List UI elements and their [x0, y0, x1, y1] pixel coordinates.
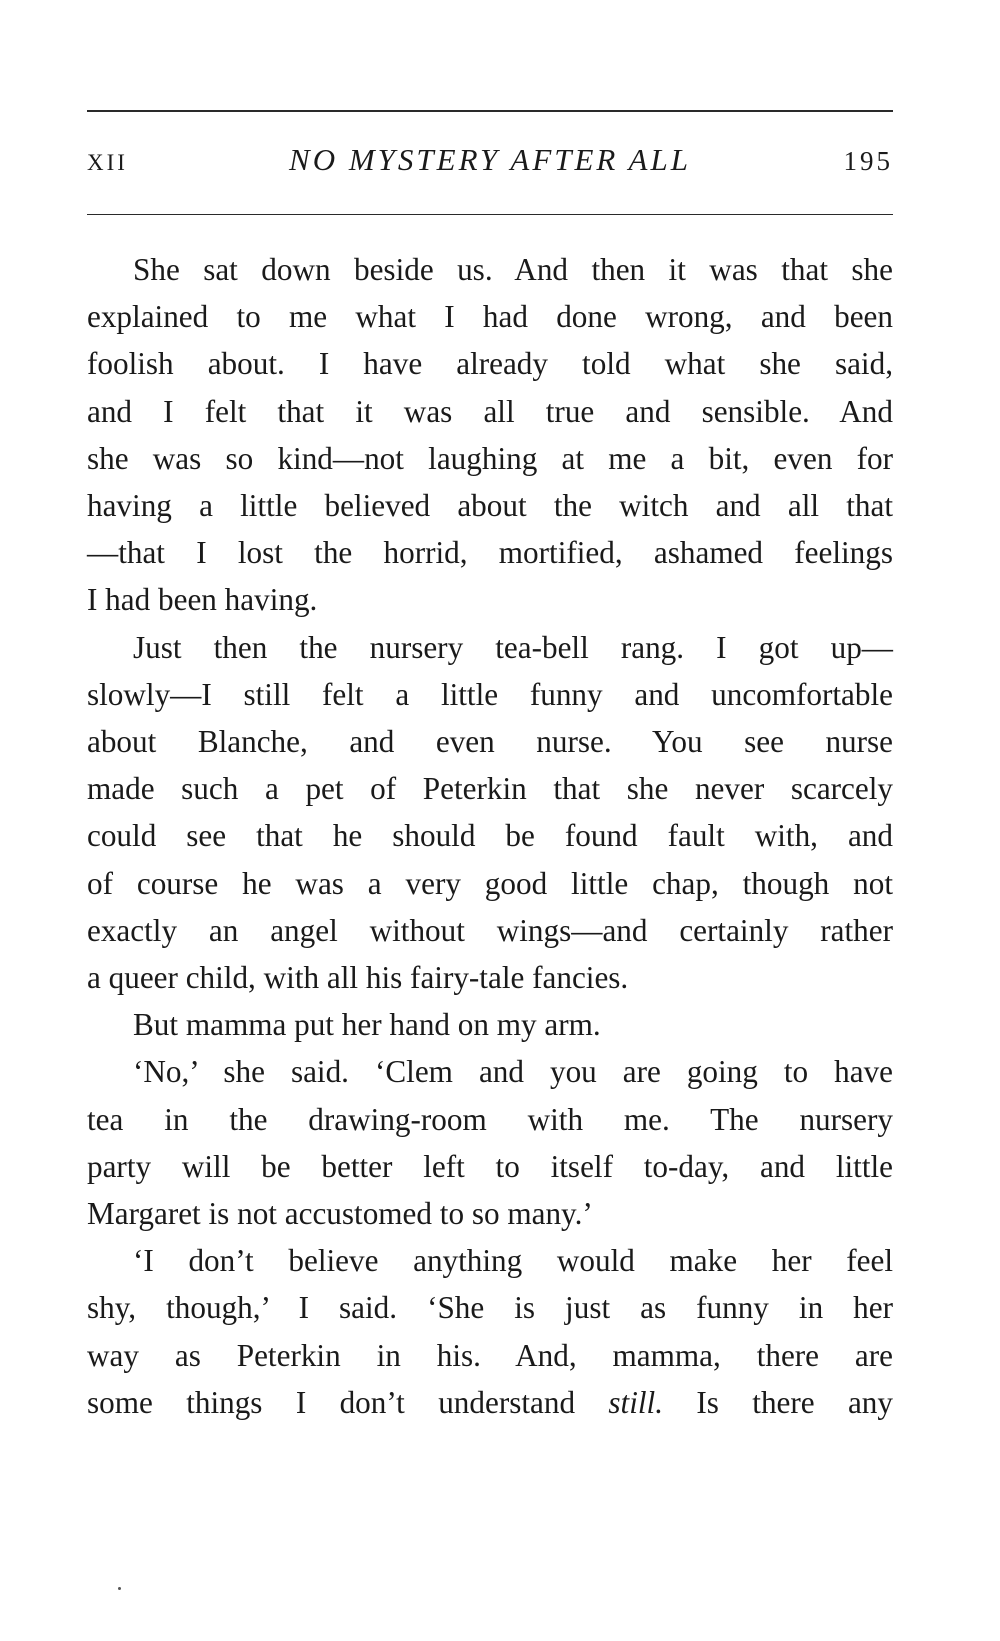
text-line: I had been having. [87, 582, 318, 618]
text-line: made such a pet of Peterkin that she never scarcely [87, 771, 893, 807]
text-line: and I felt that it was all true and sensible. And [87, 393, 893, 429]
text-line: foolish about. I have already told what she said, [87, 346, 893, 382]
text-line: tea in the drawing-room with me. The nursery [87, 1101, 893, 1137]
body-text [87, 246, 893, 1426]
text-line: ‘I don’t believe anything would make her feel [133, 1243, 893, 1279]
text-line: Just then the nursery tea-bell rang. I got up— [133, 629, 893, 665]
text-segment: Is there any [663, 1384, 893, 1420]
text-line: explained to me what I had done wrong, and been [87, 299, 893, 335]
text-line: shy, though,’ I said. ‘She is just as funny in her [87, 1290, 893, 1326]
text-line: —that I lost the horrid, mortified, ashamed feelings [87, 535, 893, 571]
running-title: NO MYSTERY AFTER ALL [289, 142, 691, 177]
text-line: But mamma put her hand on my arm. [133, 1007, 601, 1043]
text-line: ‘No,’ she said. ‘Clem and you are going to have [133, 1054, 893, 1090]
text-line: She sat down beside us. And then it was that she [133, 252, 893, 287]
text-segment: some things I don’t understand [87, 1384, 609, 1420]
emphasis-still: still. [608, 1384, 664, 1420]
text-line: having a little believed about the witch and all that [87, 488, 893, 524]
page-speck [118, 1587, 121, 1590]
header-top-rule [87, 110, 893, 112]
text-line: party will be better left to itself to-day, and little [87, 1148, 893, 1184]
page-number: 195 [843, 146, 893, 176]
text-line: about Blanche, and even nurse. You see nurse [87, 724, 893, 760]
text-line: she was so kind—not laughing at me a bit, even for [87, 440, 893, 476]
text-line: way as Peterkin in his. And, mamma, there are [87, 1337, 893, 1373]
text-line-final [87, 1379, 893, 1426]
text-line: could see that he should be found fault with, and [87, 818, 893, 854]
text-line: a queer child, with all his fairy-tale fancies. [87, 960, 629, 996]
chapter-number: XII [87, 150, 128, 175]
text-line: Margaret is not accustomed to so many.’ [87, 1196, 593, 1232]
text-line: of course he was a very good little chap, though not [87, 865, 893, 901]
running-header [87, 142, 893, 182]
text-line: exactly an angel without wings—and certainly rather [87, 912, 893, 948]
text-line: slowly—I still felt a little funny and uncomfortable [87, 676, 893, 712]
header-bottom-rule [87, 214, 893, 215]
